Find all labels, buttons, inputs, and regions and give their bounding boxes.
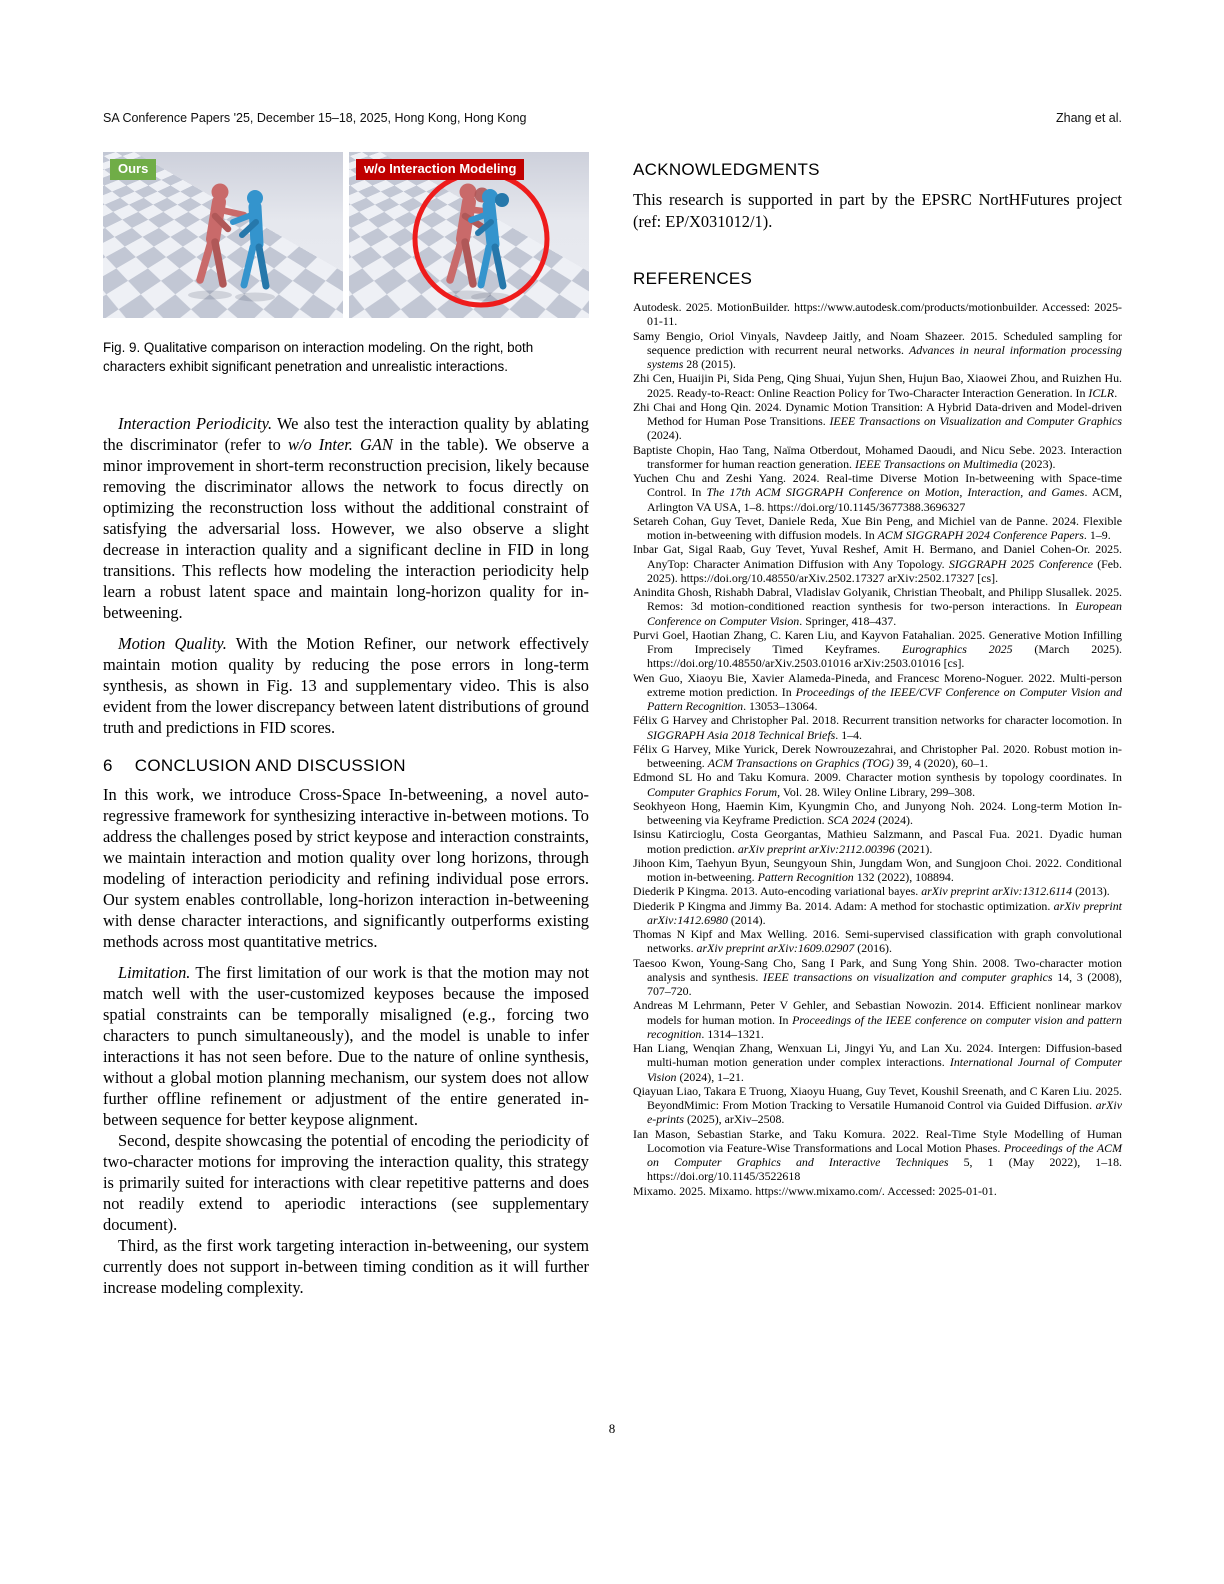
reference-item: Autodesk. 2025. MotionBuilder. https://www.autodesk.com/products/motionbuilder. Accessed: 2025-01-11. [633,300,1122,329]
reference-item: Setareh Cohan, Guy Tevet, Daniele Reda, Xue Bin Peng, and Michiel van de Panne. 2024. Flexible motion in-betweening with diffusion models. In ACM SIGGRAPH 2024 Conference Papers. 1–9. [633,513,1122,542]
reference-item: Yuchen Chu and Zeshi Yang. 2024. Real-time Diverse Motion In-betweening with Space-time Control. In The 17th ACM SIGGRAPH Conference on Motion, Interaction, and Games. ACM, Arlington VA USA, 1–8. https://doi.org/10.1145/3677388.3696327 [633,471,1122,514]
header-conference: SA Conference Papers '25, December 15–18, 2025, Hong Kong, Hong Kong [103,111,527,125]
reference-item: Isinsu Katircioglu, Costa Georgantas, Mathieu Salzmann, and Pascal Fua. 2021. Dyadic human motion prediction. arXiv preprint arXiv:2112.00396 (2021). [633,827,1122,856]
paragraph-conclusion: In this work, we introduce Cross-Space In-betweening, a novel auto-regressive framework for synthesizing interactive in-between motions. To address the challenges posed by strict keypose and interaction constraints, we maintain interaction and motion quality over long horizons, through modeling of interaction periodicity and refining individual pose errors. Our system enables controllable, long-horizon interaction in-betweening with dense character interactions, and significantly outperforms existing methods across most quantitative metrics. [103,785,589,951]
acknowledgments-heading: ACKNOWLEDGMENTS [633,160,820,179]
reference-item: Félix G Harvey, Mike Yurick, Derek Nowrouzezahrai, and Christopher Pal. 2020. Robust motion in-betweening. ACM Transactions on Graphics (TOG) 39, 4 (2020), 60–1. [633,741,1122,770]
references-heading: REFERENCES [633,269,753,288]
wo-interaction-label-badge: w/o Interaction Modeling [356,159,524,180]
left-column [103,152,589,1298]
reference-item: Inbar Gat, Sigal Raab, Guy Tevet, Yuval Reshef, Amit H. Bermano, and Daniel Cohen-Or. 2025. AnyTop: Character Animation Diffusion with Any Topology. SIGGRAPH 2025 Conference (Feb. 2025). https://doi.org/10.48550/arXiv.2502.17327 arXiv:2502.17327 [cs]. [633,542,1122,585]
figure-panel-ours [103,152,343,318]
section-title: CONCLUSION AND DISCUSSION [134,756,406,775]
reference-item: Ian Mason, Sebastian Starke, and Taku Komura. 2022. Real-Time Style Modelling of Human Locomotion via Feature-Wise Transformations and Local Motion Phases. Proceedings of the ACM on Computer Graphics and Interactive Techniques 5, 1 (May 2022), 1–18. https://doi.org/10.1145/3522618 [633,1126,1122,1184]
reference-item: Baptiste Chopin, Hao Tang, Naïma Otberdout, Mohamed Daoudi, and Nicu Sebe. 2023. Interaction transformer for human reaction generation. IEEE Transactions on Multimedia (2023). [633,442,1122,471]
blue-character [471,189,511,302]
blue-character [233,190,275,302]
reference-item: Edmond SL Ho and Taku Komura. 2009. Character motion synthesis by topology coordinates. In Computer Graphics Forum, Vol. 28. Wiley Online Library, 299–308. [633,770,1122,799]
reference-item: Diederik P Kingma and Jimmy Ba. 2014. Adam: A method for stochastic optimization. arXiv preprint arXiv:1412.6980 (2014). [633,898,1122,927]
reference-item: Wen Guo, Xiaoyu Bie, Xavier Alameda-Pineda, and Francesc Moreno-Noguer. 2022. Multi-person extreme motion prediction. In Proceedings of the IEEE/CVF Conference on Computer Vision and Pattern Recognition. 13053–13064. [633,670,1122,713]
running-header [103,111,1122,125]
reference-item: Purvi Goel, Haotian Zhang, C. Karen Liu, and Kayvon Fatahalian. 2025. Generative Motion Infilling From Imprecisely Timed Keyframes. Eurographics 2025 (March 2025). https://doi.org/10.48550/arXiv.2503.01016 arXiv:2503.01016 [cs]. [633,627,1122,671]
paragraph-second-limitation: Second, despite showcasing the potential of encoding the periodicity of two-character motions for improving the interaction quality, this strategy is primarily suited for interactions with clear repetitive patterns and does not readily extend to aperiodic interactions (see supplementary document). [103,1131,589,1234]
header-authors: Zhang et al. [1055,111,1122,125]
references-list [633,300,1122,1198]
paragraph-interaction-periodicity: Interaction Periodicity. We also test the interaction quality by ablating the discriminator (refer to w/o Inter. GAN in the table). We observe a minor improvement in short-term reconstruction precision, likely because removing the discriminator allows the network to focus directly on optimizing the reconstruction loss without the additional constraint of satisfying the adversarial loss. However, we also observe a slight decrease in interaction quality and a significant decline in FID in long transitions. This reflects how modeling the interaction periodicity help learn a robust latent space and maintain long-horizon quality for in-betweening. [103,414,589,622]
paragraph-third-limitation: Third, as the first work targeting interaction in-betweening, our system currently does not support in-between timing condition as it will further increase modeling complexity. [103,1236,589,1297]
reference-item: Anindita Ghosh, Rishabh Dabral, Vladislav Golyanik, Christian Theobalt, and Philipp Slusallek. 2025. Remos: 3d motion-conditioned reaction synthesis for two-person interactions. In European Conference on Computer Vision. Springer, 418–437. [633,585,1122,628]
ours-label-badge: Ours [110,159,156,180]
figure-caption: Fig. 9. Qualitative comparison on interaction modeling. On the right, both characters exhibit significant penetration and unrealistic interactions. [103,340,534,374]
reference-item: Jihoon Kim, Taehyun Byun, Seungyoun Shin, Jungdam Won, and Sungjoon Choi. 2022. Conditional motion in-betweening. Pattern Recognition 132 (2022), 108894. [633,855,1122,884]
reference-item: Diederik P Kingma. 2013. Auto-encoding variational bayes. arXiv preprint arXiv:1312.6114 (2013). [633,884,1110,899]
section-heading-conclusion [103,756,589,776]
reference-item: Andreas M Lehrmann, Peter V Gehler, and Sebastian Nowozin. 2014. Efficient nonlinear markov models for human motion. In Proceedings of the IEEE conference on computer vision and pattern recognition. 1314–1321. [633,998,1123,1041]
reference-item: Zhi Cen, Huaijin Pi, Sida Peng, Qing Shuai, Yujun Shen, Hujun Bao, Xiaowei Zhou, and Ruizhen Hu. 2025. Ready-to-React: Online Reaction Policy for Two-Character Interaction Generation. In ICLR. [633,371,1122,400]
reference-item: Zhi Chai and Hong Qin. 2024. Dynamic Motion Transition: A Hybrid Data-driven and Model-driven Method for Human Pose Transitions. IEEE Transactions on Visualization and Computer Graphics (2024). [633,399,1122,443]
section-number: 6 [103,756,113,775]
reference-item: Thomas N Kipf and Max Welling. 2016. Semi-supervised classification with graph convolutional networks. arXiv preprint arXiv:1609.02907 (2016). [633,927,1122,956]
acknowledgments-text: This research is supported in part by the EPSRC NortHFutures project (ref: EP/X031012/1). [633,190,1122,231]
right-column [633,160,1122,1198]
reference-item: Mixamo. 2025. Mixamo. https://www.mixamo.com/. Accessed: 2025-01-01. [633,1183,997,1198]
reference-item: Samy Bengio, Oriol Vinyals, Navdeep Jaitly, and Noam Shazeer. 2015. Scheduled sampling for sequence prediction with recurrent neural networks. Advances in neural information processing systems 28 (2015). [633,328,1122,371]
figure-9 [103,152,589,318]
reference-item: Félix G Harvey and Christopher Pal. 2018. Recurrent transition networks for character locomotion. In SIGGRAPH Asia 2018 Technical Briefs. 1–4. [633,713,1122,742]
figure-panel-wo-interaction [349,152,589,318]
paragraph-limitation: Limitation. The first limitation of our work is that the motion may not match well with the user-customized keyposes because the imposed spatial constraints can be temporally misaligned (e.g., forcing two characters to punch simultaneously), and the model is unable to infer interactions it has not seen before. Due to the nature of online synthesis, without a global motion planning mechanism, our system does not allow further offline refinement or adjustment of the entire generated in-between sequence for better keypose alignment. [103,963,589,1129]
reference-item: Han Liang, Wenqian Zhang, Wenxuan Li, Jingyi Yu, and Lan Xu. 2024. Intergen: Diffusion-based multi-human motion generation under complex interactions. International Journal of Computer Vision (2024), 1–21. [633,1041,1122,1084]
reference-item: Taesoo Kwon, Young-Sang Cho, Sang I Park, and Sung Yong Shin. 2008. Two-character motion analysis and synthesis. IEEE transactions on visualization and computer graphics 14, 3 (2008), 707–720. [633,955,1122,998]
red-character [188,184,244,300]
page-number: 8 [608,1421,616,1436]
reference-item: Seokhyeon Hong, Haemin Kim, Kyungmin Cho, and Junyong Noh. 2024. Long-term Motion In-betweening via Keyframe Prediction. SCA 2024 (2024). [633,798,1122,827]
paragraph-motion-quality: Motion Quality. With the Motion Refiner, our network effectively maintain motion quality by reducing the pose errors in long-term synthesis, as shown in Fig. 13 and supplementary video. This is also evident from the lower discrepancy between latent distributions of ground truth and predictions in FID scores. [103,634,590,737]
reference-item: Qiayuan Liao, Takara E Truong, Xiaoyu Huang, Guy Tevet, Koushil Sreenath, and C Karen Liu. 2025. BeyondMimic: From Motion Tracking to Versatile Humanoid Control via Guided Diffusion. arXiv e-prints (2025), arXiv–2508. [633,1083,1122,1127]
